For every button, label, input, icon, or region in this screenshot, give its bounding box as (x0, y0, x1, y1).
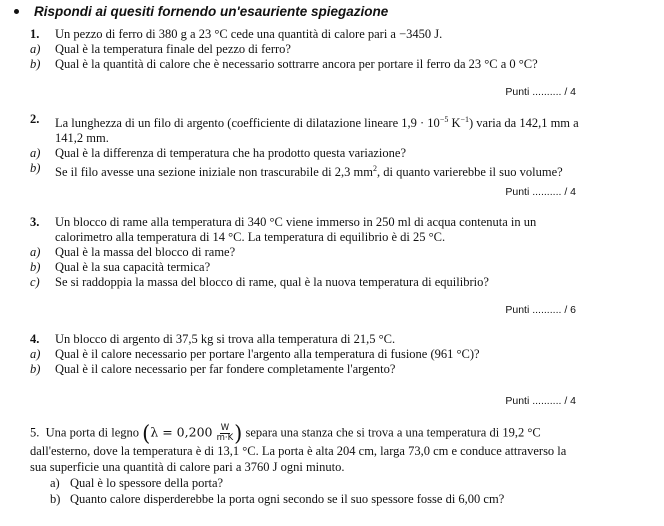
paren-close: ) (234, 421, 243, 446)
instructions-heading: Rispondi ai quesiti fornendo un'esauriente spiegazione (34, 4, 388, 19)
sub-question-c: Se si raddoppia la massa del blocco di rame, qual è la nuova temperatura di equilibrio? (55, 275, 489, 289)
question-text-post: ) varia da 142,1 mm a 141,2 mm. (55, 116, 579, 146)
question-number: 4. (30, 332, 40, 346)
sub-label: c) (30, 275, 40, 289)
sub-label: a) (30, 245, 41, 259)
sub-question-a: Qual è il calore necessario per portare l'argento alla temperatura di fusione (961 °C)? (55, 347, 480, 361)
question-4 (30, 332, 580, 377)
bullet-icon (14, 9, 19, 14)
sub-label: b) (30, 161, 41, 176)
fraction-denominator: m·K (216, 433, 234, 443)
question-text: Un blocco di argento di 37,5 kg si trova alla temperatura di 21,5 °C. (55, 332, 396, 346)
sub-question-a: Qual è la massa del blocco di rame? (55, 245, 236, 259)
sub-label: a) (30, 42, 41, 56)
sub-question-b: Qual è la sua capacità termica? (55, 260, 211, 274)
sub-label: a) (30, 347, 41, 361)
score-field-1: Punti .......... / 4 (505, 86, 576, 98)
sub-question-a: Qual è la differenza di temperatura che ha prodotto questa variazione? (55, 146, 406, 161)
question-3 (30, 215, 580, 290)
question-2 (30, 112, 580, 180)
question-text-post: separa una stanza che si trova a una temperatura di 19,2 °C dall'esterno, dove la temperatura è di 13,1 °C. La porta è alta 204 cm, larga 73,0 cm e conduce attraverso la sua superficie una quantità di calore pari a 3760 J ogni minuto. (30, 425, 567, 474)
paren-open: ( (142, 421, 151, 446)
question-text: Un pezzo di ferro di 380 g a 23 °C cede una quantità di calore pari a −3450 J. (55, 27, 443, 41)
sub-question-a: Qual è lo spessore della porta? (70, 476, 224, 490)
exponent: −5 (439, 115, 449, 124)
sub-label: a) (30, 146, 41, 161)
sub-question-b: Qual è il calore necessario per far fondere completamente l'argento? (55, 362, 396, 376)
score-field-4: Punti .......... / 4 (505, 395, 576, 407)
sub-label: b) (30, 57, 41, 71)
question-text-pre: Una porta di legno (45, 425, 140, 440)
lambda-value: λ = 0,200 (150, 424, 213, 440)
sub-question-b-post: , di quanto varierebbe il suo volume? (376, 165, 563, 180)
question-number: 2. (30, 112, 40, 126)
question-number: 1. (30, 27, 40, 41)
score-field-3: Punti .......... / 6 (505, 304, 576, 316)
sub-question-b: Qual è la quantità di calore che è necessario sottrarre ancora per portare il ferro da 23 °C a 0 °C? (55, 57, 538, 71)
question-5 (30, 421, 580, 507)
fraction-numerator: W (220, 423, 230, 433)
sub-label: b) (30, 362, 41, 376)
sub-question-a: Qual è la temperatura finale del pezzo di ferro? (55, 42, 291, 56)
question-number: 3. (30, 215, 40, 229)
question-number: 5. (30, 425, 40, 440)
exponent: −1 (460, 115, 469, 124)
sub-label: a) (50, 476, 60, 490)
unit: K (448, 116, 461, 131)
score-field-2: Punti .......... / 4 (505, 186, 576, 198)
question-1 (30, 27, 580, 72)
question-text-pre: La lunghezza di un filo di argento (coefficiente di dilatazione lineare 1,9 · 10 (55, 116, 440, 131)
sub-label: b) (50, 492, 61, 506)
sub-question-b-pre: Se il filo avesse una sezione iniziale non trascurabile di 2,3 mm (55, 165, 373, 180)
sub-question-b: Quanto calore disperderebbe la porta ogni secondo se il suo spessore fosse di 6,00 cm? (70, 492, 505, 506)
question-text: Un blocco di rame alla temperatura di 340 °C viene immerso in 250 ml di acqua contenuta in un calorimetro alla temperatura di 14 °C. La temperatura di equilibrio è di 25 °C. (55, 215, 537, 244)
sub-label: b) (30, 260, 41, 274)
unit-fraction (217, 424, 234, 443)
exponent: 2 (372, 164, 377, 174)
